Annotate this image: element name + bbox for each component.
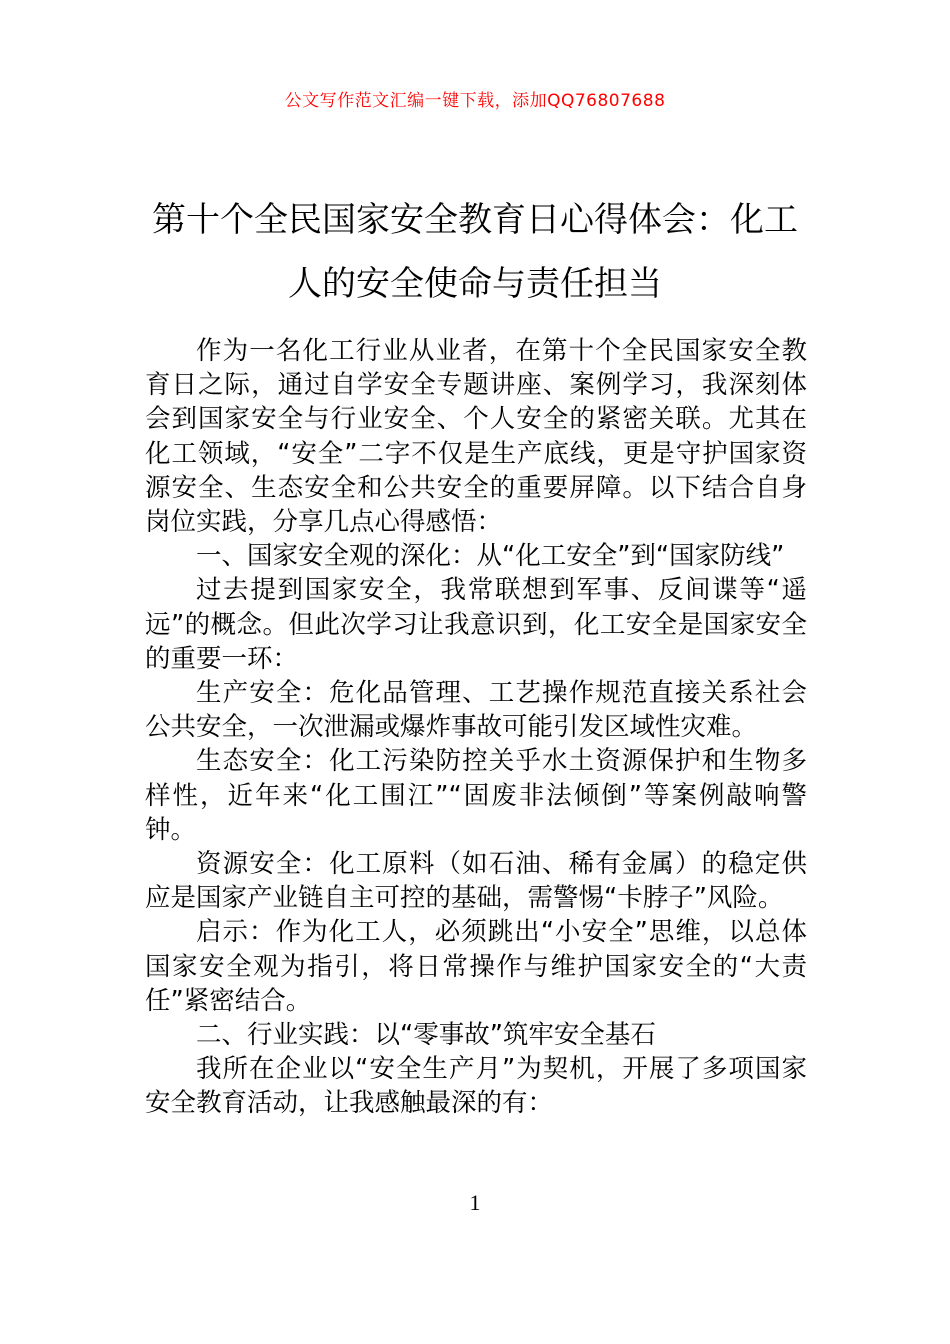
paragraph-enterprise-practice: 我所在企业以“安全生产月”为契机，开展了多项国家安全教育活动，让我感触最深的有：: [145, 1054, 807, 1119]
section-heading-1: 一、国家安全观的深化：从“化工安全”到“国家防线”: [196, 541, 785, 572]
paragraph-insight: 启示：作为化工人，必须跳出“小安全”思维，以总体国家安全观为指引，将日常操作与维护国家安全的“大责任”紧密结合。: [145, 917, 807, 1016]
download-notice: 公文写作范文汇编一键下载，添加QQ76807688: [284, 91, 666, 111]
paragraph-national-security: 过去提到国家安全，我常联想到军事、反间谍等“遥远”的概念。但此次学习让我意识到，化工安全是国家安全的重要一环：: [145, 575, 807, 674]
paragraph-intro: 作为一名化工行业从业者，在第十个全民国家安全教育日之际，通过自学安全专题讲座、案例学习，我深刻体会到国家安全与行业安全、个人安全的紧密关联。尤其在化工领域，“安全”二字不仅是生产底线，更是守护国家资源安全、生态安全和公共安全的重要屏障。以下结合自身岗位实践，分享几点心得感悟：: [145, 336, 807, 538]
document-body: [145, 334, 807, 1121]
document-title: 第十个全民国家安全教育日心得体会：化工人的安全使命与责任担当: [152, 199, 798, 304]
paragraph-production-safety: 生产安全：危化品管理、工艺操作规范直接关系社会公共安全，一次泄漏或爆炸事故可能引发区域性灾难。: [145, 678, 807, 743]
paragraph-ecological-safety: 生态安全：化工污染防控关乎水土资源保护和生物多样性，近年来“化工围江”“固废非法倾倒”等案例敲响警钟。: [145, 746, 807, 845]
paragraph-resource-safety: 资源安全：化工原料（如石油、稀有金属）的稳定供应是国家产业链自主可控的基础，需警惕“卡脖子”风险。: [145, 849, 807, 914]
section-heading-2: 二、行业实践：以“零事故”筑牢安全基石: [196, 1020, 656, 1051]
page-number: 1: [469, 1190, 481, 1215]
